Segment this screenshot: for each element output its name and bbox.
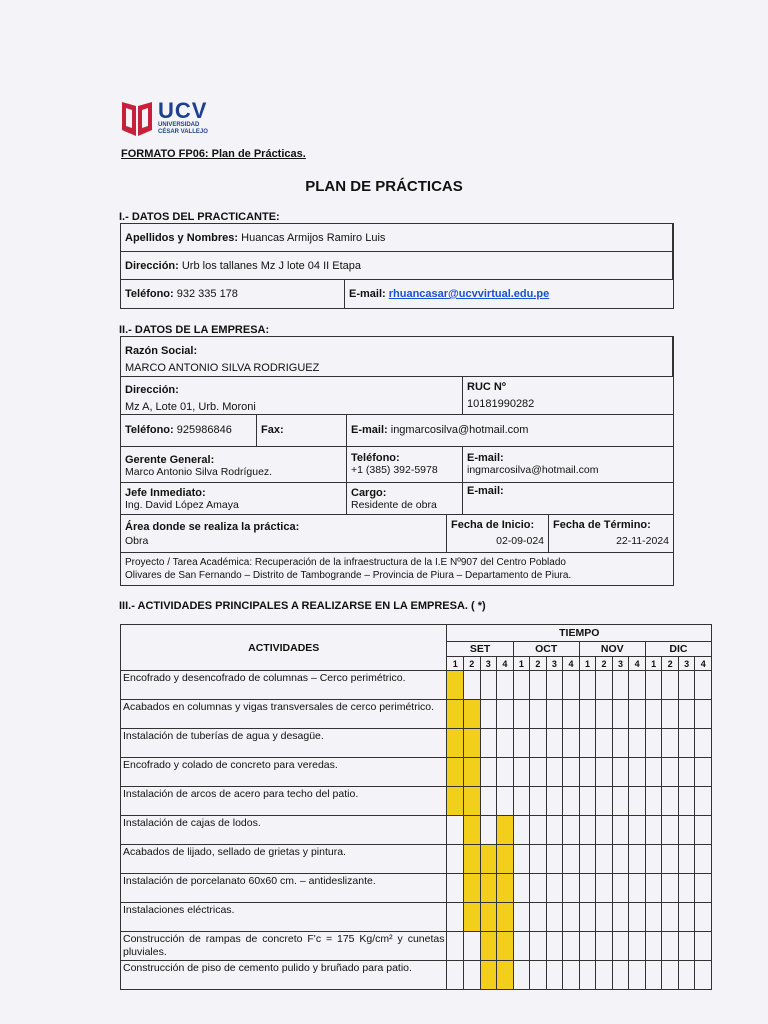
schedule-cell [695,845,712,874]
schedule-cell [695,932,712,961]
month-header: NOV [579,642,645,657]
week-header: 4 [695,657,712,671]
address-row [121,252,673,280]
schedule-cell [563,729,580,758]
schedule-cell [645,932,662,961]
schedule-cell [579,816,596,845]
schedule-cell [563,758,580,787]
schedule-cell [645,874,662,903]
schedule-cell [662,671,679,700]
activity-row [121,671,712,700]
phone-cell [121,280,345,308]
schedule-cell [447,671,464,700]
name-value: Huancas Armijos Ramiro Luis [241,232,386,244]
week-header: 4 [629,657,646,671]
week-header: 3 [612,657,629,671]
activity-row [121,787,712,816]
schedule-cell [480,758,497,787]
schedule-cell [662,961,679,990]
schedule-cell [464,932,481,961]
tel-value: 925986846 [176,424,232,436]
fax-cell [257,415,347,447]
schedule-cell [596,845,613,874]
activity-row [121,874,712,903]
schedule-cell [513,758,530,787]
schedule-cell [612,932,629,961]
schedule-cell [497,961,514,990]
schedule-cell [513,932,530,961]
schedule-cell [579,845,596,874]
gtel-label: Teléfono: [351,452,400,464]
week-header: 1 [579,657,596,671]
schedule-cell [678,787,695,816]
schedule-cell [480,671,497,700]
schedule-cell [579,874,596,903]
activity-text: Encofrado y colado de concreto para veredas. [121,758,447,787]
schedule-cell [612,787,629,816]
logo-name: UCV [158,98,208,123]
schedule-cell [695,874,712,903]
schedule-cell [563,961,580,990]
termino-cell [549,515,673,553]
activity-row [121,758,712,787]
fax-label: Fax: [261,424,284,436]
schedule-cell [645,845,662,874]
schedule-cell [480,729,497,758]
activity-text: Instalación de cajas de lodos. [121,816,447,845]
schedule-cell [645,671,662,700]
schedule-cell [662,700,679,729]
activity-row [121,961,712,990]
jefe-value: Ing. David López Amaya [125,499,239,511]
gerente-label: Gerente General: [125,454,215,466]
schedule-cell [563,932,580,961]
schedule-cell [563,787,580,816]
schedule-cell [546,932,563,961]
empresa-email-label: E-mail: [351,424,388,436]
logo-sub1: UNIVERSIDAD [158,122,200,128]
dir-value: Mz A, Lote 01, Urb. Moroni [125,401,256,413]
activity-text: Acabados en columnas y vigas transversales de cerco perimétrico. [121,700,447,729]
activity-text: Instalación de porcelanato 60x60 cm. – antideslizante. [121,874,447,903]
ruc-cell [463,377,673,415]
schedule-cell [497,787,514,816]
gerente-value: Marco Antonio Silva Rodríguez. [125,466,273,478]
schedule-cell [464,729,481,758]
schedule-cell [464,816,481,845]
schedule-cell [546,816,563,845]
ucv-logo [120,98,208,138]
activity-text: Construcción de piso de cemento pulido y bruñado para patio. [121,961,447,990]
schedule-cell [480,961,497,990]
schedule-cell [629,903,646,932]
schedule-cell [629,961,646,990]
activity-text: Instalaciones eléctricas. [121,903,447,932]
schedule-cell [596,787,613,816]
schedule-cell [629,671,646,700]
schedule-cell [546,961,563,990]
inicio-value: 02-09-024 [496,535,544,547]
activity-text: Construcción de rampas de concreto F'c = 175 Kg/cm² y cunetas pluviales. [121,932,447,961]
proyecto-value-2: Olivares de San Fernando – Distrito de Tambogrande – Provincia de Piura – Departamento de Piura. [125,570,572,581]
schedule-cell [662,816,679,845]
schedule-cell [563,845,580,874]
schedule-cell [596,816,613,845]
phone-value: 932 335 178 [176,288,238,300]
schedule-cell [612,816,629,845]
schedule-cell [497,758,514,787]
gtel-value: +1 (385) 392-5978 [351,464,438,476]
week-header: 1 [447,657,464,671]
format-label: FORMATO FP06: Plan de Prácticas. [121,148,306,160]
activity-text: Encofrado y desencofrado de columnas – Cerco perimétrico. [121,671,447,700]
schedule-cell [497,671,514,700]
schedule-cell [480,816,497,845]
schedule-cell [695,729,712,758]
inicio-label: Fecha de Inicio: [451,519,535,531]
jefe-label: Jefe Inmediato: [125,487,206,499]
ruc-label: RUC Nº [467,381,506,393]
schedule-cell [662,845,679,874]
tel-label: Teléfono: [125,424,174,436]
schedule-cell [678,932,695,961]
schedule-cell [645,700,662,729]
activities-table [120,624,712,990]
schedule-cell [464,845,481,874]
schedule-cell [497,932,514,961]
schedule-cell [579,729,596,758]
schedule-cell [464,961,481,990]
schedule-cell [629,729,646,758]
dir-label: Dirección: [125,384,179,396]
logo-sub2: CÉSAR VALLEJO [158,129,208,135]
schedule-cell [447,787,464,816]
schedule-cell [563,874,580,903]
section2-heading: II.- DATOS DE LA EMPRESA: [119,324,270,336]
schedule-cell [546,903,563,932]
schedule-cell [530,845,547,874]
activity-text: Acabados de lijado, sellado de grietas y pintura. [121,845,447,874]
schedule-cell [447,961,464,990]
section3-heading: III.- ACTIVIDADES PRINCIPALES A REALIZARSE EN LA EMPRESA. ( *) [119,600,486,612]
schedule-cell [447,700,464,729]
schedule-cell [662,932,679,961]
time-header: TIEMPO [447,625,712,642]
schedule-cell [678,961,695,990]
proyecto-label: Proyecto / Tarea Académica: [125,557,253,568]
area-value: Obra [125,535,149,547]
schedule-cell [629,845,646,874]
inicio-cell [447,515,549,553]
area-cell [121,515,447,553]
schedule-cell [629,874,646,903]
week-header: 2 [596,657,613,671]
activity-text: Instalación de tuberías de agua y desagüe. [121,729,447,758]
schedule-cell [480,845,497,874]
schedule-cell [695,816,712,845]
ruc-value: 10181990282 [467,398,535,410]
jemail-label: E-mail: [467,485,504,497]
schedule-cell [645,961,662,990]
page-title: PLAN DE PRÁCTICAS [305,178,463,195]
schedule-cell [464,903,481,932]
schedule-cell [579,961,596,990]
section1-heading: I.- DATOS DEL PRACTICANTE: [119,211,280,223]
schedule-cell [695,700,712,729]
gerente-cell [121,447,347,483]
schedule-cell [596,729,613,758]
schedule-cell [596,758,613,787]
name-row [121,224,673,252]
schedule-cell [513,729,530,758]
address-label: Dirección: [125,260,179,272]
schedule-cell [447,932,464,961]
schedule-cell [678,816,695,845]
schedule-cell [678,903,695,932]
schedule-cell [513,903,530,932]
schedule-cell [546,874,563,903]
schedule-cell [645,903,662,932]
schedule-cell [546,787,563,816]
schedule-cell [596,903,613,932]
cargo-value: Residente de obra [351,499,437,511]
schedule-cell [447,729,464,758]
schedule-cell [480,700,497,729]
schedule-cell [563,671,580,700]
schedule-cell [678,845,695,874]
razon-value: MARCO ANTONIO SILVA RODRIGUEZ [125,362,320,374]
schedule-cell [530,700,547,729]
schedule-cell [678,671,695,700]
schedule-cell [596,700,613,729]
schedule-cell [464,758,481,787]
week-header: 4 [497,657,514,671]
schedule-cell [645,816,662,845]
schedule-cell [596,932,613,961]
week-header: 3 [546,657,563,671]
schedule-cell [612,758,629,787]
schedule-cell [563,700,580,729]
schedule-cell [447,845,464,874]
gemail-cell [463,447,673,483]
schedule-cell [695,758,712,787]
schedule-cell [480,787,497,816]
schedule-cell [497,729,514,758]
schedule-cell [480,932,497,961]
schedule-cell [447,816,464,845]
week-header: 3 [678,657,695,671]
email-link[interactable]: rhuancasar@ucvvirtual.edu.pe [388,288,550,300]
week-header: 1 [513,657,530,671]
month-header: DIC [645,642,711,657]
empresa-table [120,336,674,586]
schedule-cell [579,932,596,961]
schedule-cell [629,758,646,787]
schedule-cell [497,816,514,845]
schedule-cell [546,845,563,874]
schedule-cell [645,787,662,816]
activities-header: ACTIVIDADES [121,625,447,671]
activity-text: Instalación de arcos de acero para techo del patio. [121,787,447,816]
schedule-cell [530,903,547,932]
activities-body [121,671,712,990]
termino-value: 22-11-2024 [616,535,669,547]
schedule-cell [579,903,596,932]
schedule-cell [629,787,646,816]
ucv-shield-icon [120,98,154,138]
area-label: Área donde se realiza la práctica: [125,521,300,533]
activity-row [121,729,712,758]
razon-row [121,337,673,377]
schedule-cell [629,700,646,729]
schedule-cell [464,787,481,816]
schedule-cell [662,758,679,787]
schedule-cell [447,758,464,787]
schedule-cell [497,700,514,729]
schedule-cell [464,671,481,700]
schedule-cell [579,787,596,816]
schedule-cell [612,729,629,758]
proyecto-value: Recuperación de la infraestructura de la I.E Nº907 del Centro Poblado [254,557,566,568]
schedule-cell [662,787,679,816]
schedule-cell [629,932,646,961]
schedule-cell [546,700,563,729]
schedule-cell [612,671,629,700]
week-header: 4 [563,657,580,671]
schedule-cell [678,729,695,758]
schedule-cell [695,671,712,700]
schedule-cell [497,874,514,903]
schedule-cell [579,758,596,787]
schedule-cell [579,671,596,700]
empresa-email-cell [347,415,673,447]
schedule-cell [678,874,695,903]
schedule-cell [530,729,547,758]
schedule-cell [662,903,679,932]
schedule-cell [678,758,695,787]
activity-row [121,845,712,874]
schedule-cell [530,816,547,845]
schedule-cell [695,903,712,932]
schedule-cell [612,874,629,903]
empresa-email-value: ingmarcosilva@hotmail.com [390,424,529,436]
schedule-cell [678,700,695,729]
termino-label: Fecha de Término: [553,519,651,531]
practicante-table [120,223,674,309]
schedule-cell [530,874,547,903]
schedule-cell [546,671,563,700]
schedule-cell [513,845,530,874]
jemail-cell [463,483,673,515]
schedule-cell [645,758,662,787]
schedule-cell [563,903,580,932]
schedule-cell [530,671,547,700]
schedule-cell [464,700,481,729]
jefe-cell [121,483,347,515]
week-header: 1 [645,657,662,671]
schedule-cell [612,700,629,729]
dir-cell [121,377,463,415]
schedule-cell [497,845,514,874]
gtel-cell [347,447,463,483]
proyecto-row [121,553,673,585]
schedule-cell [497,903,514,932]
schedule-cell [596,874,613,903]
schedule-cell [546,758,563,787]
tel-cell [121,415,257,447]
schedule-cell [513,700,530,729]
schedule-cell [596,671,613,700]
week-header: 3 [480,657,497,671]
email-cell [345,280,673,308]
phone-label: Teléfono: [125,288,174,300]
schedule-cell [695,787,712,816]
week-header: 2 [662,657,679,671]
schedule-cell [447,903,464,932]
week-header: 2 [530,657,547,671]
activity-row [121,932,712,961]
schedule-cell [530,932,547,961]
schedule-cell [695,961,712,990]
schedule-cell [513,671,530,700]
cargo-cell [347,483,463,515]
schedule-cell [662,729,679,758]
schedule-cell [464,874,481,903]
schedule-cell [480,903,497,932]
activity-row [121,903,712,932]
gemail-value: ingmarcosilva@hotmail.com [467,464,599,476]
schedule-cell [629,816,646,845]
schedule-cell [530,787,547,816]
schedule-cell [596,961,613,990]
schedule-cell [447,874,464,903]
schedule-cell [645,729,662,758]
gemail-label: E-mail: [467,452,504,464]
schedule-cell [530,961,547,990]
schedule-cell [513,961,530,990]
schedule-cell [480,874,497,903]
address-value: Urb los tallanes Mz J lote 04 II Etapa [181,260,362,272]
email-label: E-mail: [349,288,386,300]
activity-row [121,700,712,729]
schedule-cell [513,787,530,816]
name-label: Apellidos y Nombres: [125,232,239,244]
schedule-cell [612,845,629,874]
schedule-cell [513,816,530,845]
schedule-cell [563,816,580,845]
month-header: OCT [513,642,579,657]
schedule-cell [530,758,547,787]
schedule-cell [579,700,596,729]
schedule-cell [612,903,629,932]
month-header: SET [447,642,513,657]
schedule-cell [513,874,530,903]
schedule-cell [546,729,563,758]
activity-row [121,816,712,845]
schedule-cell [662,874,679,903]
cargo-label: Cargo: [351,487,387,499]
razon-label: Razón Social: [125,345,198,357]
week-header: 2 [464,657,481,671]
schedule-cell [612,961,629,990]
